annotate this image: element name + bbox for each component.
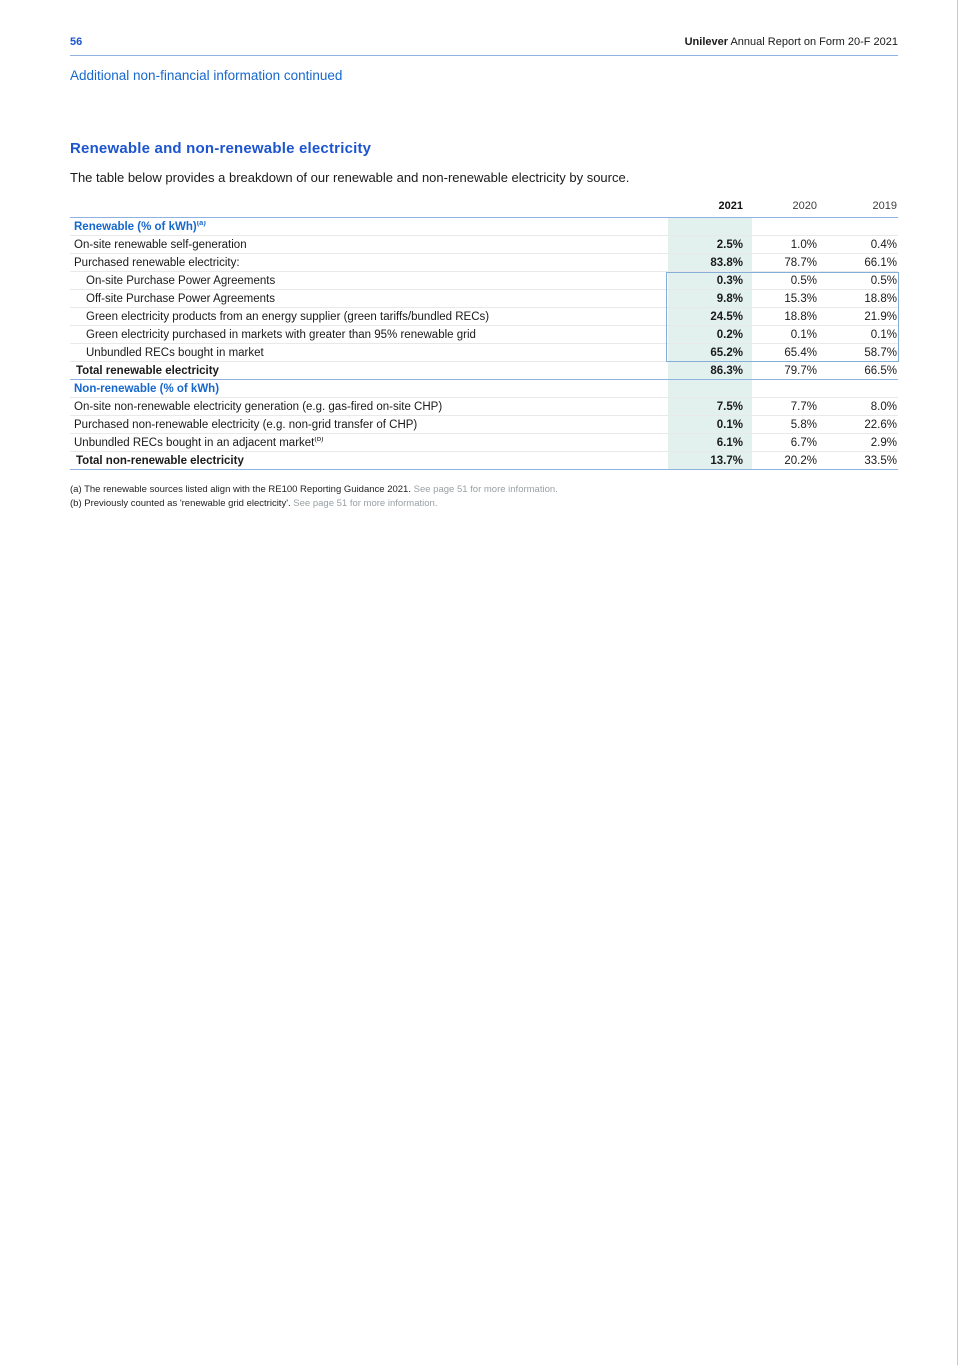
value-2020: 18.8% [784, 310, 817, 323]
row-label: On-site non-renewable electricity generation (e.g. gas-fired on-site CHP) [74, 400, 443, 413]
footnote-text: (a) The renewable sources listed align with the RE100 Reporting Guidance 2021. [70, 484, 414, 495]
value-2020: 1.0% [790, 238, 817, 251]
row-label: On-site Purchase Power Agreements [86, 274, 276, 287]
value-2019: 0.5% [870, 274, 897, 287]
row-label: Total renewable electricity [76, 364, 219, 377]
value-2021 [668, 218, 752, 235]
section-intro: The table below provides a breakdown of our renewable and non-renewable electricity by source. [70, 170, 630, 185]
table-body [70, 218, 898, 470]
row-label: Green electricity products from an energy supplier (green tariffs/bundled RECs) [86, 310, 490, 323]
footnote-reference: See page 51 for more information. [293, 497, 438, 509]
table-row [70, 398, 898, 416]
row-label: Total non-renewable electricity [76, 454, 244, 467]
page-boundary-line [957, 0, 958, 1365]
table-row [70, 272, 898, 290]
row-label: Unbundled RECs bought in an adjacent market$^{(b)}$ [70, 437, 668, 449]
page-header [70, 0, 898, 56]
value-2021: 6.1% [668, 434, 752, 451]
value-2021: 0.2% [668, 326, 752, 343]
value-2020: 0.5% [790, 274, 817, 287]
value-2020: 5.8% [790, 418, 817, 431]
footnotes [70, 483, 898, 511]
value-2020: 7.7% [790, 400, 817, 413]
footnote-line [70, 483, 898, 497]
value-2019: 0.1% [870, 328, 897, 341]
column-header-2020: 2020 [792, 200, 817, 212]
value-2020: 78.7% [784, 256, 817, 269]
table-header-row [70, 200, 898, 218]
row-label: Renewable (% of kWh)$^{(a)}$ [70, 221, 668, 233]
value-2021: 24.5% [668, 308, 752, 325]
value-2020: 15.3% [784, 292, 817, 305]
column-header-2019: 2019 [872, 200, 897, 212]
row-label: Non-renewable (% of kWh) [74, 382, 220, 395]
footnote-marker: (a) [196, 220, 206, 227]
row-label: Off-site Purchase Power Agreements [86, 292, 275, 305]
footnote-text: (b) Previously counted as 'renewable grid electricity'. [70, 497, 294, 509]
row-label: Purchased non-renewable electricity (e.g. non-grid transfer of CHP) [74, 418, 418, 431]
value-2020: 6.7% [790, 436, 817, 449]
section-title: Renewable and non-renewable electricity [70, 140, 372, 157]
table-row [70, 308, 898, 326]
row-label: Green electricity purchased in markets with greater than 95% renewable grid [86, 328, 476, 341]
table-row [70, 380, 898, 398]
value-2019: 21.9% [864, 310, 897, 323]
value-2020: 0.1% [790, 328, 817, 341]
value-2019: 66.5% [864, 364, 897, 377]
row-label: On-site renewable self-generation [74, 238, 247, 251]
row-label: Unbundled RECs bought in market [86, 346, 264, 359]
value-2021 [668, 380, 752, 397]
value-2021: 0.3% [668, 272, 752, 289]
value-2019: 22.6% [864, 418, 897, 431]
value-2020: 65.4% [784, 346, 817, 359]
report-brand: Unilever [684, 36, 729, 48]
page-content [70, 0, 898, 511]
value-2021: 83.8% [668, 254, 752, 271]
table-row [70, 326, 898, 344]
value-2021: 7.5% [668, 398, 752, 415]
value-2020: 79.7% [784, 364, 817, 377]
footnote-marker: (b) [314, 436, 324, 443]
table-row [70, 218, 898, 236]
value-2020: 20.2% [784, 454, 817, 467]
value-2021: 9.8% [668, 290, 752, 307]
electricity-table [70, 200, 898, 470]
table-row [70, 344, 898, 362]
table-row [70, 254, 898, 272]
table-row [70, 416, 898, 434]
report-title-rest: Annual Report on Form 20-F 2021 [728, 36, 898, 48]
table-row [70, 434, 898, 452]
table-row [70, 362, 898, 380]
value-2019: 33.5% [864, 454, 897, 467]
value-2021: 2.5% [668, 236, 752, 253]
value-2019: 2.9% [870, 436, 897, 449]
footnote-line [70, 497, 898, 511]
row-label: Purchased renewable electricity: [74, 256, 240, 269]
column-header-2021: 2021 [718, 200, 743, 212]
breadcrumb: Additional non-financial information continued [70, 68, 343, 83]
table-row [70, 290, 898, 308]
table-row [70, 452, 898, 470]
report-title [685, 36, 898, 48]
value-2019: 66.1% [864, 256, 897, 269]
value-2021: 65.2% [668, 344, 752, 361]
value-2021: 13.7% [668, 452, 752, 469]
page-number: 56 [70, 36, 83, 48]
value-2019: 8.0% [870, 400, 897, 413]
value-2021: 0.1% [668, 416, 752, 433]
value-2019: 58.7% [864, 346, 897, 359]
table-row [70, 236, 898, 254]
value-2019: 0.4% [870, 238, 897, 251]
footnote-reference: See page 51 for more information. [413, 484, 558, 495]
value-2021: 86.3% [668, 362, 752, 379]
value-2019: 18.8% [864, 292, 897, 305]
